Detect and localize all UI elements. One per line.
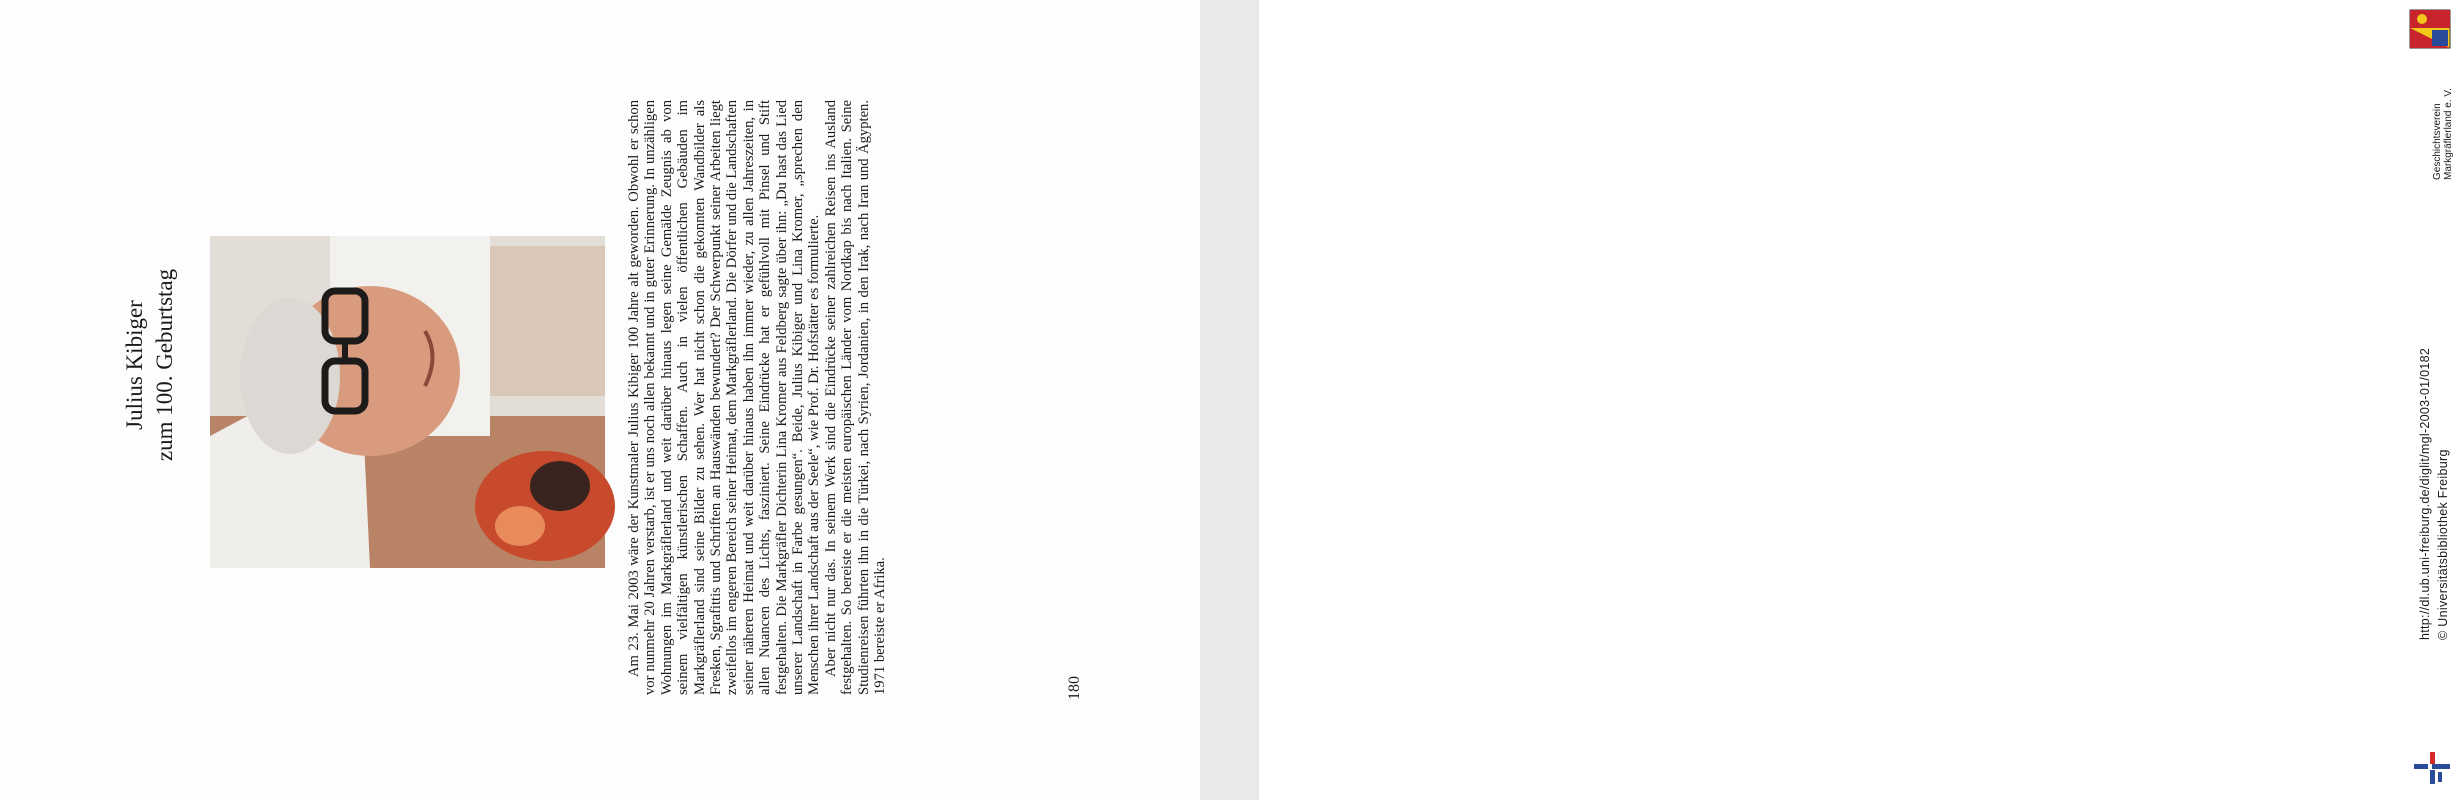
- ub-freiburg-logo-icon: [2412, 750, 2452, 786]
- portrait-photo: [210, 236, 605, 568]
- article-body: [626, 100, 889, 695]
- article-title: [120, 215, 180, 515]
- library-credit: © Universitätsbibliothek Freiburg: [2436, 449, 2450, 640]
- society-name-line-1: Geschichtsverein: [2432, 103, 2443, 180]
- title-line-1: Julius Kibiger: [122, 300, 147, 430]
- article-paragraph-2: Aber nicht nur das. In seinem Werk sind die Eindrücke seiner zahlreichen Reisen ins Ausland festgehalten. So bereiste er die meisten europäischen Länder vom Nordkap bis nach Italien. Seine Studienreisen führten ihn in die Türkei, nach Syrien, Jordanien, in den Irak, nach Iran und Ägypten. 1971 bereiste er Afrika.: [822, 100, 889, 695]
- digital-library-sidebar: [1200, 0, 2454, 800]
- document-page: [0, 0, 1200, 800]
- society-name-line-2: Markgräflerland e. V.: [2443, 88, 2454, 180]
- portrait-image: [210, 236, 605, 568]
- title-line-2: zum 100. Geburtstag: [152, 268, 177, 462]
- article-paragraph-1: Am 23. Mai 2003 wäre der Kunstmaler Julius Kibiger 100 Jahre alt geworden. Obwohl er schon vor nunmehr 20 Jahren verstarb, ist er uns noch allen bekannt und in guter Erinnerung. In unzähligen Wohnungen im Markgräflerland und weit darüber hinaus legen seine Gemälde Zeugnis ab von seinem vielfältigen künstlerischen Schaffen. Auch in vielen öffentlichen Gebäuden im Markgräflerland sind seine Bilder zu sehen. Wer hat nicht schon die gekonnten Wandbilder als Fresken, Sgrafittis und Schriften an Hauswänden bewundert? Der Schwerpunkt seiner Arbeiten liegt zweifellos im engeren Bereich seiner Heimat, dem Markgräflerland. Die Dörfer und die Landschaften seiner näheren Heimat und weit darüber hinaus haben ihn immer wieder, zu allen Jahreszeiten, in allen Nuancen des Lichts, fasziniert. Seine Eindrücke hat er gefühlvoll mit Pinsel und Stift festgehalten. Die Markgräfler Dichterin Lina Kromer aus Feldberg sagte über ihn: „Du hast das Lied unserer Landschaft in Farbe gesungen“. Beide, Julius Kibiger und Lina Kromer, „sprechen den Menschen ihrer Landschaft aus der Seele“, wie Prof. Dr. Hofstätter es formulierte.: [626, 100, 823, 695]
- coat-of-arms-icon: [2408, 8, 2452, 50]
- source-url-link[interactable]: http://dl.ub.uni-freiburg.de/diglit/mgl-2003-01/0182: [2418, 347, 2432, 640]
- page-number: 180: [1066, 676, 1083, 700]
